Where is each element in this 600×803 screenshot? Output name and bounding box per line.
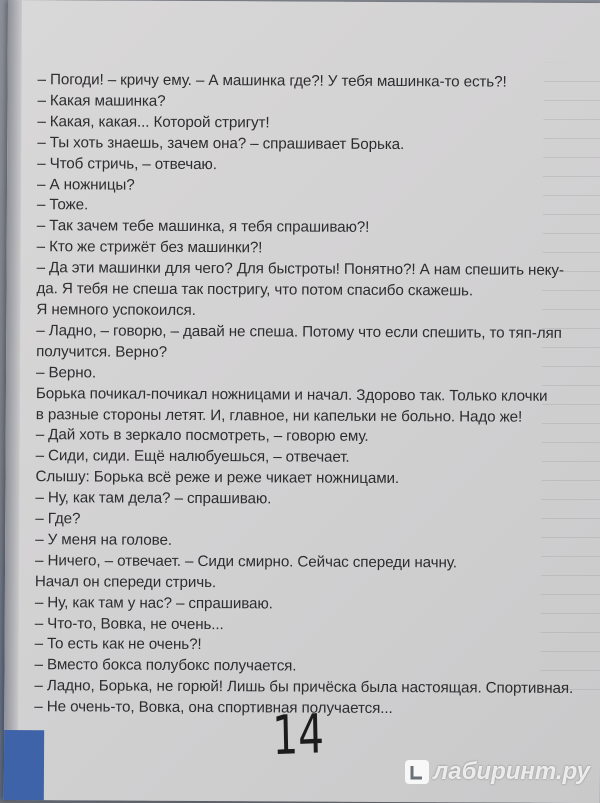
page-number: 14 [271, 702, 325, 768]
text-line: – Что-то, Вовка, не очень... [34, 614, 224, 633]
watermark-text: лабиринт.ру [433, 758, 590, 785]
text-line: – Да эти машинки для чего? Для быстроты! Понятно?! А нам спешить неку- [36, 259, 564, 280]
text-line: – Сиди, сиди. Ещё налюбуешься, – отвечает. [35, 447, 350, 467]
text-line: – Ничего, – отвечает. – Сиди смирно. Сейчас спереди начну. [35, 551, 457, 572]
text-line: – Ну, как там у нас? – спрашиваю. [34, 593, 273, 613]
text-line: – Ты хоть знаешь, зачем она? – спрашивает Борька. [37, 133, 405, 153]
text-line: – Ладно, Борька, не горюй! Лишь бы причёска была настоящая. Спортивная. [34, 677, 574, 698]
text-line: – Тоже. [36, 196, 89, 214]
text-line: – Погоди! – кричу ему. – А машинка где?! У тебя машинка-то есть?! [37, 71, 507, 91]
book-page [4, 0, 600, 803]
body-text [34, 70, 577, 721]
text-line: – Вместо бокса полубокс получается. [34, 656, 297, 675]
text-line: – Дай хоть в зеркало посмотреть, – говорю ему. [35, 426, 369, 446]
text-line: – Какая машинка? [37, 92, 166, 110]
text-line: – Ну, как там дела? – спрашиваю. [35, 489, 272, 508]
text-line: в разные стороны летят. И, главное, ни капельки не больно. Надо же! [35, 405, 523, 426]
text-line: – У меня на голове. [35, 531, 172, 549]
page-binding-edge [4, 0, 22, 800]
labirint-logo-icon [405, 760, 429, 784]
text-line: получится. Верно? [36, 342, 168, 361]
text-line: Я немного успокоился. [36, 301, 196, 319]
text-line: – То есть как не очень?! [34, 635, 202, 654]
text-line: да. Я тебя не спеша так постригу, что потом спасибо скажешь. [36, 280, 474, 300]
text-line: – Чтоб стричь, – отвечаю. [37, 154, 217, 173]
text-line: – Кто же стрижёт без машинки?! [36, 238, 263, 257]
text-line: Начал он спереди стричь. [34, 572, 217, 591]
text-line: – Где? [35, 510, 81, 528]
text-line: – Ладно, – говорю, – давай не спеша. Потому что если спешить, то тяп-ляп [36, 322, 562, 342]
labirint-watermark [405, 758, 590, 786]
text-line: – Верно. [36, 363, 97, 382]
text-line: Борька почикал-почикал ножницами и начал. Здорово так. Только клочки [35, 384, 548, 405]
text-line: – Не очень-то, Вовка, она спортивная получается... [34, 698, 393, 718]
text-line: – Так зачем тебе машинка, я тебя спрашиваю?! [36, 217, 370, 237]
text-line: – А ножницы? [36, 175, 135, 194]
text-line: – Какая, какая... Которой стригут! [37, 112, 270, 132]
text-line: Слышу: Борька всё реже и реже чикает ножницами. [35, 468, 400, 488]
cover-corner [4, 730, 44, 800]
